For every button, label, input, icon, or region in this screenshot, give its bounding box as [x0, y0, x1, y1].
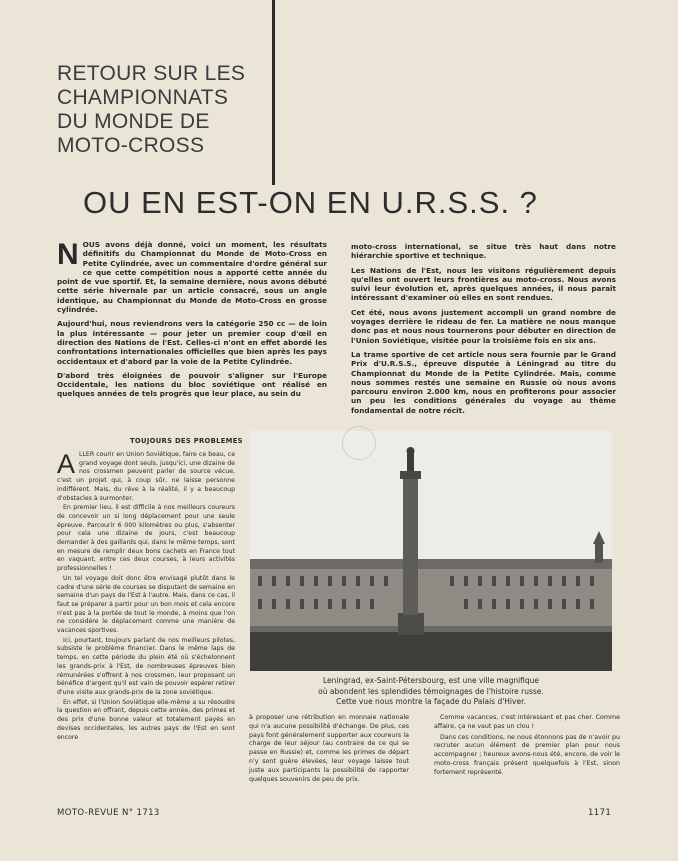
- intro-column-left: [57, 240, 327, 404]
- body-paragraph: Un tel voyage doit donc être envisagé plutôt dans le cadre d'une série de courses se disputant de semaine en semaine d'un pays de l'Est à l'autre. Mais, dans ce cas, il faut se préparer à partir pour un bon mois et cela encore n'est pas à la portée de tout le monde, à moins que l'on ne considère le déplacement comme une manière de vacances sportives.: [57, 574, 235, 635]
- caption-line: Leningrad, ex-Saint-Pétersbourg, est une ville magnifique: [322, 676, 540, 685]
- page-number: 1171: [588, 808, 612, 818]
- kicker-line: RETOUR SUR LES: [57, 62, 246, 85]
- photo-illustration: [250, 431, 612, 671]
- lower-column-middle: [249, 714, 409, 786]
- vertical-rule: [272, 0, 275, 185]
- dropcap: N: [57, 238, 79, 271]
- body-column: [57, 451, 235, 743]
- body-paragraph: ALLER courir en Union Soviétique, faire ce beau, ce grand voyage dont seuls, jusqu'ici, une dizaine de nos crossmen peuvent parler de source vécue, c'est un projet qui, à coup sûr, ne laisse personne indifférent. Mais, du rêve à la réalité, il y a beaucoup d'obstacles à surmonter.: [57, 449, 235, 502]
- caption-line: où abondent les splendides témoignages de l'histoire russe.: [318, 686, 544, 696]
- body-paragraph: Dans ces conditions, ne nous étonnons pas de n'avoir pu recruter aucun élément de premier plan pour nous accompagner ; heureux avons-nous été, encore, de voir le moto-cross français présent quelquefois à l'Est, sinon fortement représenté.: [434, 733, 620, 776]
- dropcap: A: [57, 449, 76, 479]
- watermark-logo: [342, 426, 376, 460]
- intro-paragraph: NOUS avons déjà donné, voici un moment, les résultats définitifs du Championnat du Monde de Moto-Cross en Petite Cylindrée, avec un commentaire d'ordre général sur ce que cette compétition nous a apporté cette année du point de vue sportif. Et, la semaine dernière, nous avons débuté cette série hivernale par un article consacré, sous un angle identique, au Championnat du Monde de Moto-Cross en grosse cylindrée.: [57, 238, 327, 315]
- kicker-line: MOTO-CROSS: [57, 134, 205, 157]
- body-paragraph: En premier lieu, il est difficile à nos meilleurs coureurs de concevoir un si long déplacement pour une seule épreuve. Parcourir 6 000 kilomètres ou plus, s'absenter pour cela une dizaine de jours, c'est beaucoup demander à des gaillards qui, dans le même temps, sont en mesure de remplir deux bons cachets en France tout en vaquant, entre ces deux courses, à leurs activités professionnelles !: [57, 504, 235, 573]
- kicker-line: CHAMPIONNATS: [57, 86, 229, 109]
- intro-paragraph: Les Nations de l'Est, nous les visitons régulièrement depuis qu'elles ont ouvert leurs frontières au moto-cross. Nous avons suivi leur évolution et, après quelques années, il nous paraît intéressant d'examiner où elles en sont rendues.: [351, 265, 616, 303]
- intro-column-right: [351, 242, 616, 420]
- section-subheading: TOUJOURS DES PROBLEMES: [130, 437, 243, 445]
- winter-palace-photo: [250, 431, 612, 671]
- intro-paragraph: La trame sportive de cet article nous sera fournie par le Grand Prix d'U.R.S.S., épreuve disputée à Léningrad au titre du Championnat du Monde de la Petite Cylindrée. Mais, comme nous sommes restés une semaine en Russie où nous avons parcouru environ 2.000 km, nous en profiterons pour associer un peu les conditions générales du voyage au thème fondamental de notre récit.: [351, 349, 616, 415]
- article-title: OU EN EST-ON EN U.R.S.S. ?: [83, 185, 538, 220]
- intro-paragraph: D'abord très éloignées de pouvoir s'aligner sur l'Europe Occidentale, les nations du bloc soviétique ont réalisé en quelques années de tels progrès que leur place, au sein du: [57, 370, 327, 399]
- intro-paragraph: moto-cross international, se situe très haut dans notre hiérarchie sportive et technique.: [351, 242, 616, 261]
- lower-column-right: [434, 714, 620, 780]
- photo-caption: [250, 676, 612, 708]
- body-paragraph: Comme vacances, c'est intéressant et pas cher. Comme affaire, ça ne vaut pas un clou !: [434, 714, 620, 730]
- body-paragraph: à proposer une rétribution en monnaie nationale qui n'a aucune possibilité d'échange. De plus, ces pays font généralement supporter aux coureurs la charge de leur séjour (au contraire de ce qui se passe en Russie) et, comme les primes de départ n'y sont guère élevées, leur voyage laisse tout juste aux participants la possibilité de rapporter quelques souvenirs de peu de prix.: [249, 714, 409, 783]
- intro-paragraph: Aujourd'hui, nous reviendrons vers la catégorie 250 cc — de loin la plus intéressante — pour jeter un premier coup d'œil en direction des Nations de l'Est. Celles-ci n'ont en effet abordé les confrontations internationales officielles que bien après les pays occidentaux et d'abord par la voie de la Petite Cylindrée.: [57, 319, 327, 366]
- footer-publication: MOTO-REVUE N° 1713: [57, 808, 160, 818]
- kicker-heading: [57, 62, 267, 158]
- kicker-line: DU MONDE DE: [57, 110, 210, 133]
- body-paragraph: En effet, si l'Union Soviétique elle-même a su résoudre la question en offrant, depuis cette année, des primes et des prix d'une bonne valeur et totalement payés en devises occidentales, les autres pays de l'Est en sont encore: [57, 698, 235, 741]
- body-paragraph: Ici, pourtant, toujours parlant de nos meilleurs pilotes, subsiste le problème financier. Dans le même laps de temps, en cette période du plein été où s'échelonnent les grands-prix à l'Est, de nombreuses épreuves bien rémunérées s'offrent à nos crossmen, leur proposant un bénéfice d'argent qu'il est vain de pouvoir espérer retirer d'une visite aux grands-prix de la zone soviétique.: [57, 636, 235, 696]
- intro-paragraph: Cet été, nous avons justement accompli un grand nombre de voyages derrière le rideau de fer. La matière ne nous manque donc pas et nous nous tournerons pour débuter en direction de l'Union Soviétique, visitée pour la troisième fois en six ans.: [351, 307, 616, 345]
- caption-line: Cette vue nous montre la façade du Palais d'Hiver.: [336, 697, 526, 706]
